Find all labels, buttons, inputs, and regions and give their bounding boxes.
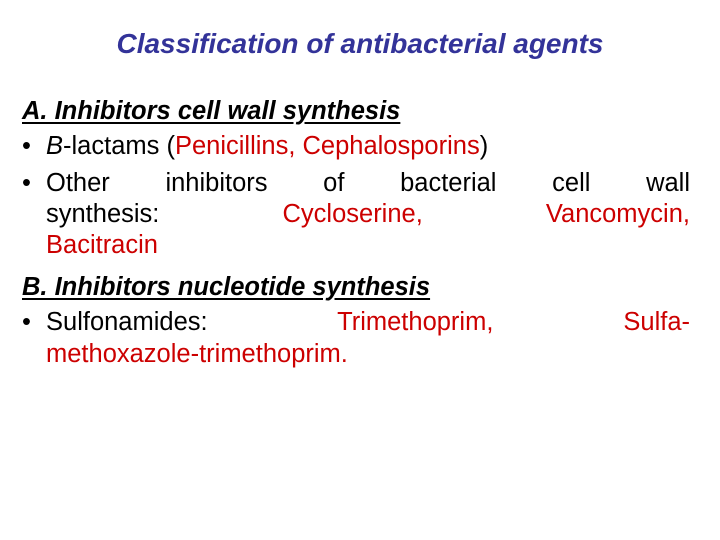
slide-title: Classification of antibacterial agents — [116, 28, 604, 59]
section-a-item-beta-lactams — [22, 131, 690, 162]
sulfonamides-label: Sulfonamides: — [46, 308, 208, 337]
section-b-heading: B. Inhibitors nucleotide synthesis — [22, 272, 431, 301]
closing-paren: ) — [479, 132, 489, 161]
sulfa-drug-start: Sulfa- — [623, 308, 690, 337]
sulfonamides-line-2: methoxazole-trimethoprim. — [46, 339, 348, 368]
other-inhibitor-drugs: Cycloserine, Vancomycin, — [282, 200, 690, 229]
bullet-icon: • — [22, 168, 31, 197]
other-inhibitors-line-2 — [46, 199, 690, 230]
bullet-icon: • — [22, 132, 31, 161]
beta-lactam-drugs: Penicillins, Cephalosporins — [174, 132, 480, 161]
sulfonamides-line-1 — [46, 307, 690, 338]
bullet-icon: • — [22, 308, 31, 337]
slide-body — [22, 96, 690, 375]
synthesis-label: synthesis: — [46, 200, 160, 229]
trimethoprim-drug: Trimethoprim, — [337, 308, 494, 337]
other-inhibitors-line-1: Other inhibitors of bacterial cell wall — [46, 168, 690, 197]
beta-symbol: B — [46, 132, 64, 161]
section-b-item-sulfonamides — [22, 307, 690, 370]
lactams-label: -lactams ( — [63, 132, 175, 161]
section-a-item-other-inhibitors — [22, 168, 690, 262]
section-a-heading: A. Inhibitors cell wall synthesis — [22, 97, 401, 125]
other-inhibitors-line-3: Bacitracin — [46, 231, 158, 260]
